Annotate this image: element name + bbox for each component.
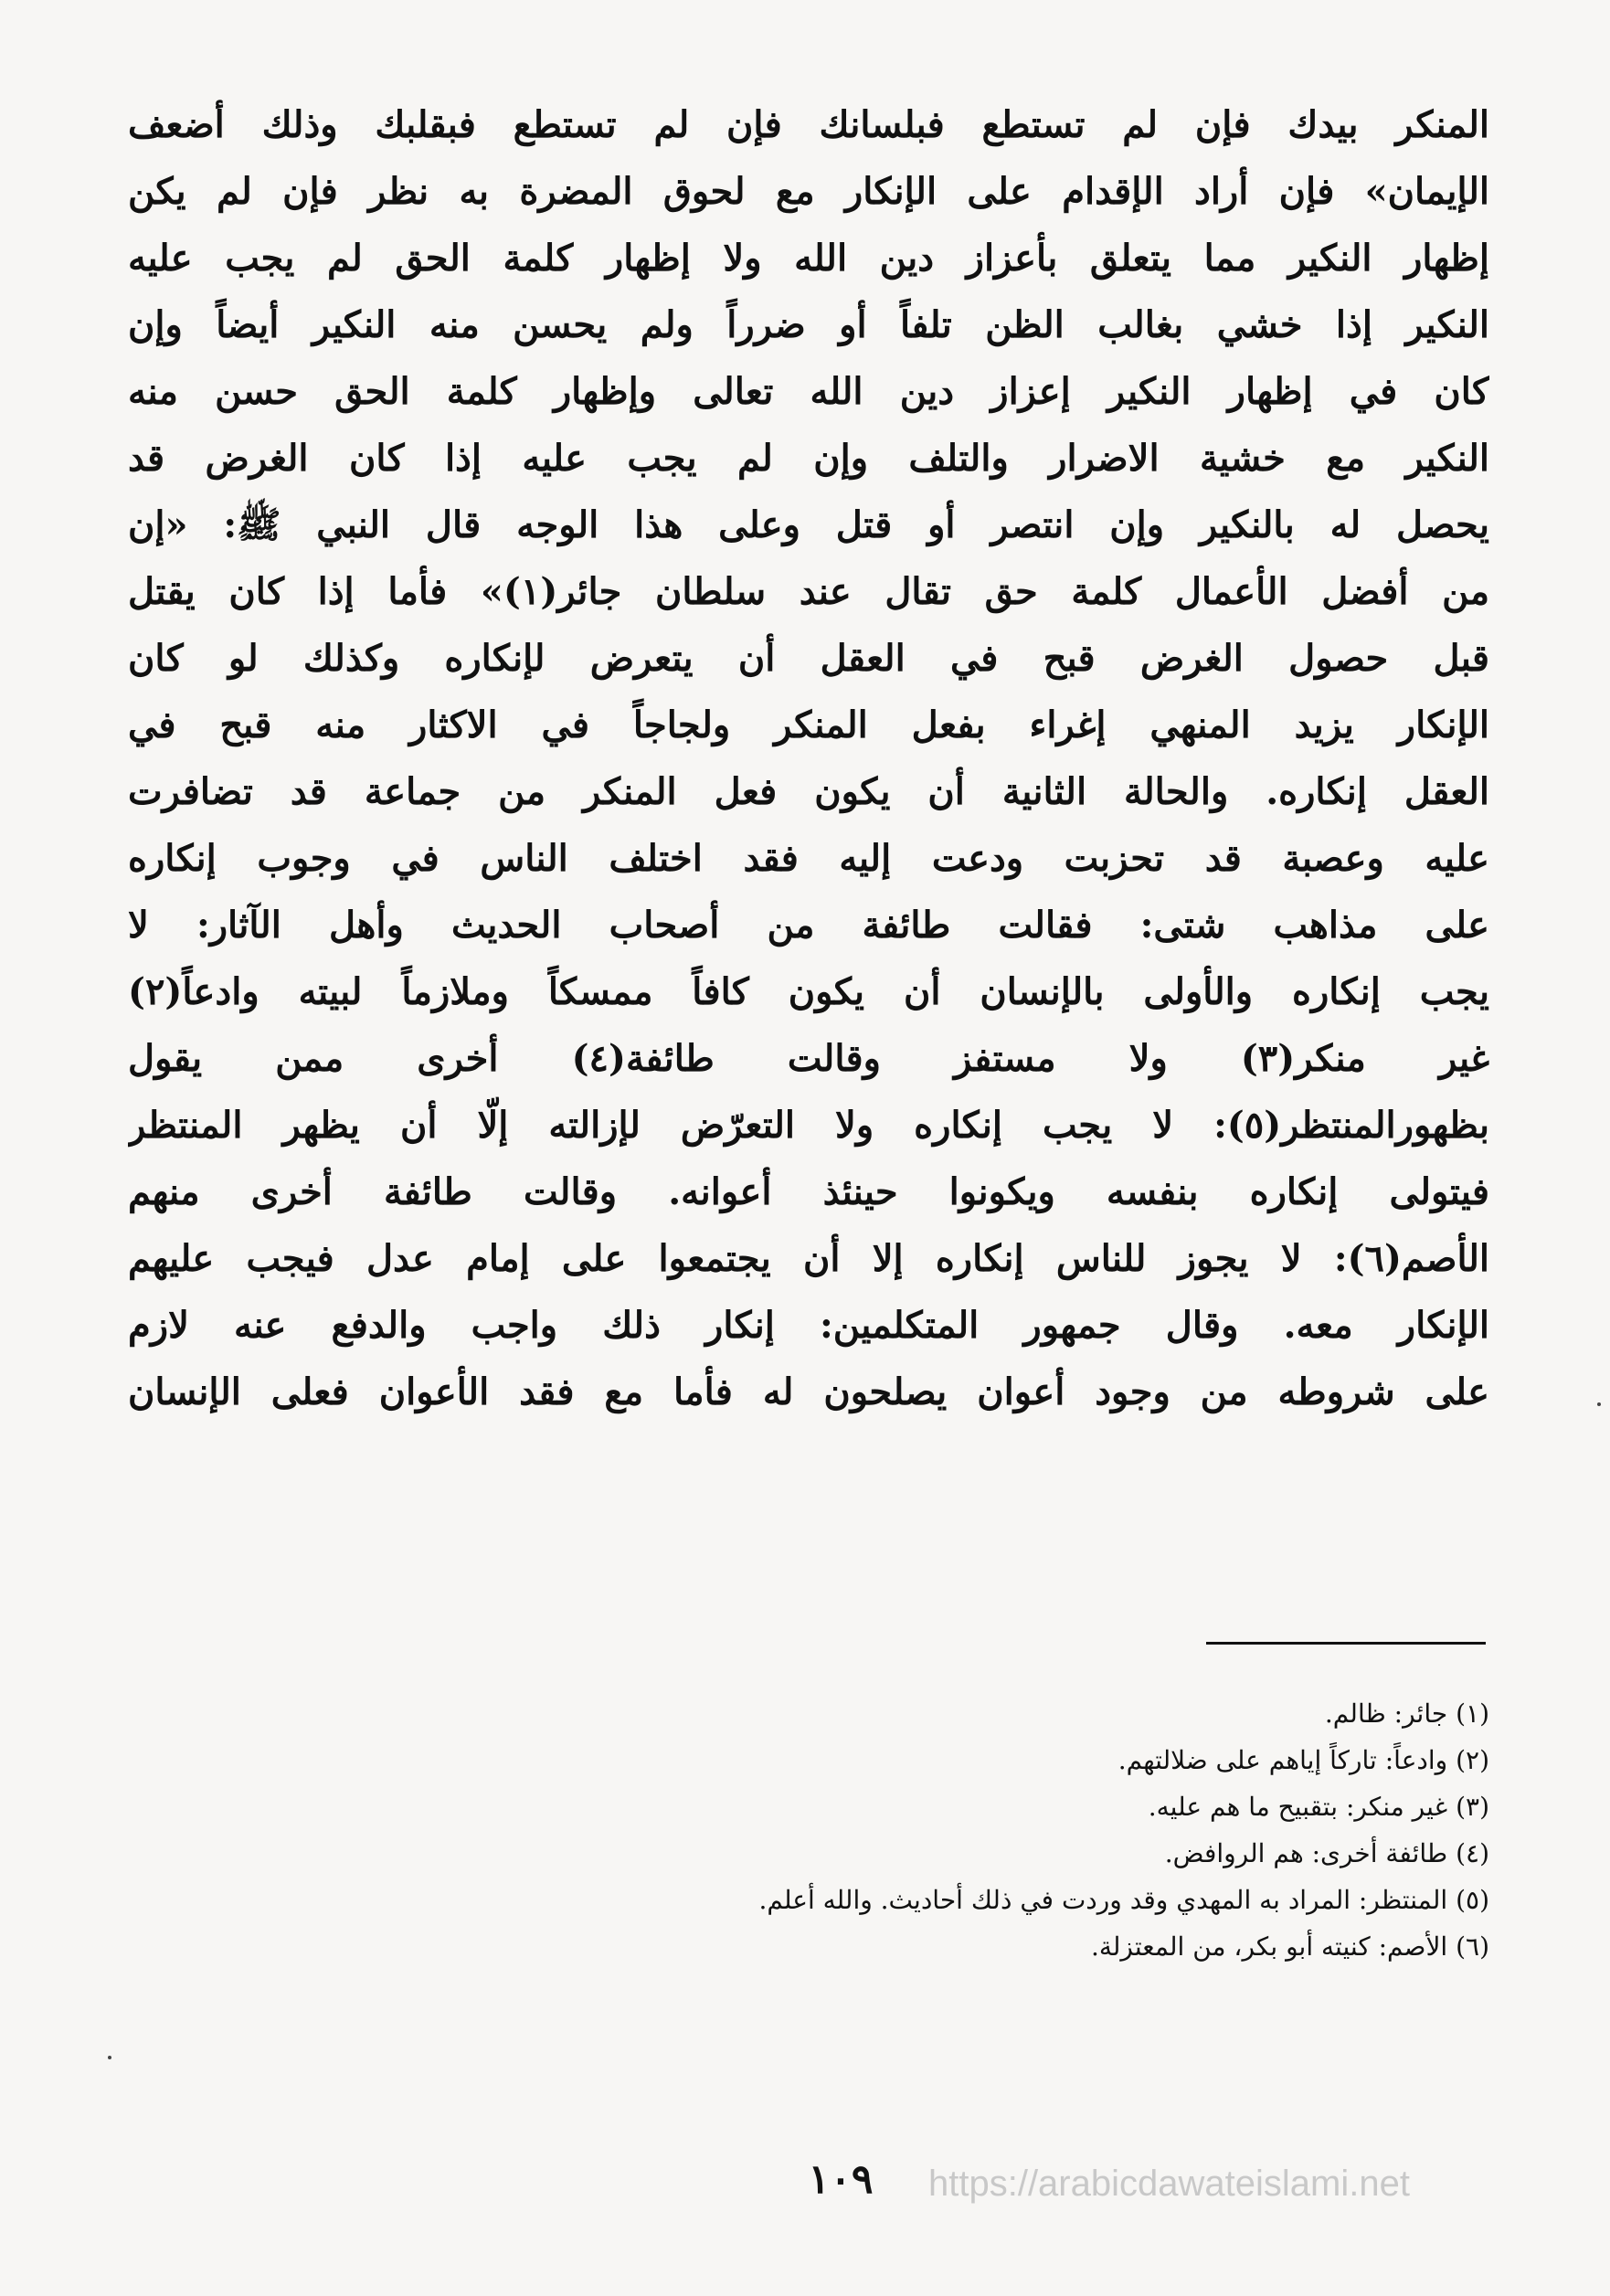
watermark-url: https://arabicdawateislami.net [928,2164,1410,2204]
text-line: غير منكر(٣) ولا مستفز وقالت طائفة(٤) أخرى ممن يقول [128,1037,1489,1080]
text-line: على مذاهب شتى: فقالت طائفة من أصحاب الحديث وأهل الآثار: لا [128,904,1489,947]
footnote-separator [1206,1642,1486,1645]
text-line: المنكر بيدك فإن لم تستطع فبلسانك فإن لم تستطع فبقلبك وذلك أضعف [128,103,1489,146]
text-line: فيتولى إنكاره بنفسه ويكونوا حينئذ أعوانه. وقالت طائفة أخرى منهم [128,1170,1489,1213]
text-line: بظهورالمنتظر(٥): لا يجب إنكاره ولا التعرّض لإزالته إلّا أن يظهر المنتظر [128,1104,1489,1147]
footnote-6: (٦) الأصم: كنيته أبو بكر، من المعتزلة. [1090,1931,1489,1962]
footnote-1: (١) جائر: ظالم. [1324,1698,1489,1729]
text-line: الإنكار معه. وقال جمهور المتكلمين: إنكار ذلك واجب والدفع عنه لازم [128,1304,1489,1347]
footnote-2: (٢) وادعاً: تاركاً إياهم على ضلالتهم. [1117,1745,1489,1775]
footnote-4: (٤) طائفة أخرى: هم الروافض. [1164,1838,1489,1868]
text-line: إظهار النكير مما يتعلق بأعزاز دين الله ولا إظهار كلمة الحق لم يجب عليه [128,237,1489,280]
page-number: ١٠٩ [808,2156,874,2203]
text-line: قبل حصول الغرض قبح في العقل أن يتعرض لإنكاره وكذلك لو كان [128,637,1489,680]
scan-speck [108,2056,111,2059]
text-line: على شروطه من وجود أعوان يصلحون له فأما مع فقد الأعوان فعلى الإنسان [128,1370,1489,1413]
text-line: الإيمان» فإن أراد الإقدام على الإنكار مع لحوق المضرة به نظر فإن لم يكن [128,170,1489,213]
footnote-5: (٥) المنتظر: المراد به المهدي وقد وردت في ذلك أحاديث. والله أعلم. [758,1885,1489,1915]
text-line: الأصم(٦): لا يجوز للناس إنكاره إلا أن يجتمعوا على إمام عدل فيجب عليهم [128,1237,1489,1280]
text-line: النكير إذا خشي بغالب الظن تلفاً أو ضرراً ولم يحسن منه النكير أيضاً وإن [128,303,1489,346]
footnotes-block [457,1690,1489,1970]
text-line: الإنكار يزيد المنهي إغراء بفعل المنكر ولجاجاً في الاكثار منه قبح في [128,704,1489,746]
text-line: من أفضل الأعمال كلمة حق تقال عند سلطان جائر(١)» فأما إذا كان يقتل [128,570,1489,613]
text-line: يجب إنكاره والأولى بالإنسان أن يكون كافاً ممسكاً وملازماً لبيته وادعاً(٢) [128,970,1489,1013]
text-line: العقل إنكاره. والحالة الثانية أن يكون فعل المنكر من جماعة قد تضافرت [128,770,1489,813]
text-line: يحصل له بالنكير وإن انتصر أو قتل وعلى هذا الوجه قال النبي ﷺ: «إن [128,503,1489,546]
text-line: كان في إظهار النكير إعزاز دين الله تعالى وإظهار كلمة الحق حسن منه [128,370,1489,413]
main-text-block [128,91,1489,1425]
footnote-3: (٣) غير منكر: بتقبيح ما هم عليه. [1148,1792,1489,1822]
text-line: النكير مع خشية الاضرار والتلف وإن لم يجب عليه إذا كان الغرض قد [128,437,1489,480]
text-line: عليه وعصبة قد تحزبت ودعت إليه فقد اختلف الناس في وجوب إنكاره [128,837,1489,880]
scan-speck [1597,1402,1601,1406]
